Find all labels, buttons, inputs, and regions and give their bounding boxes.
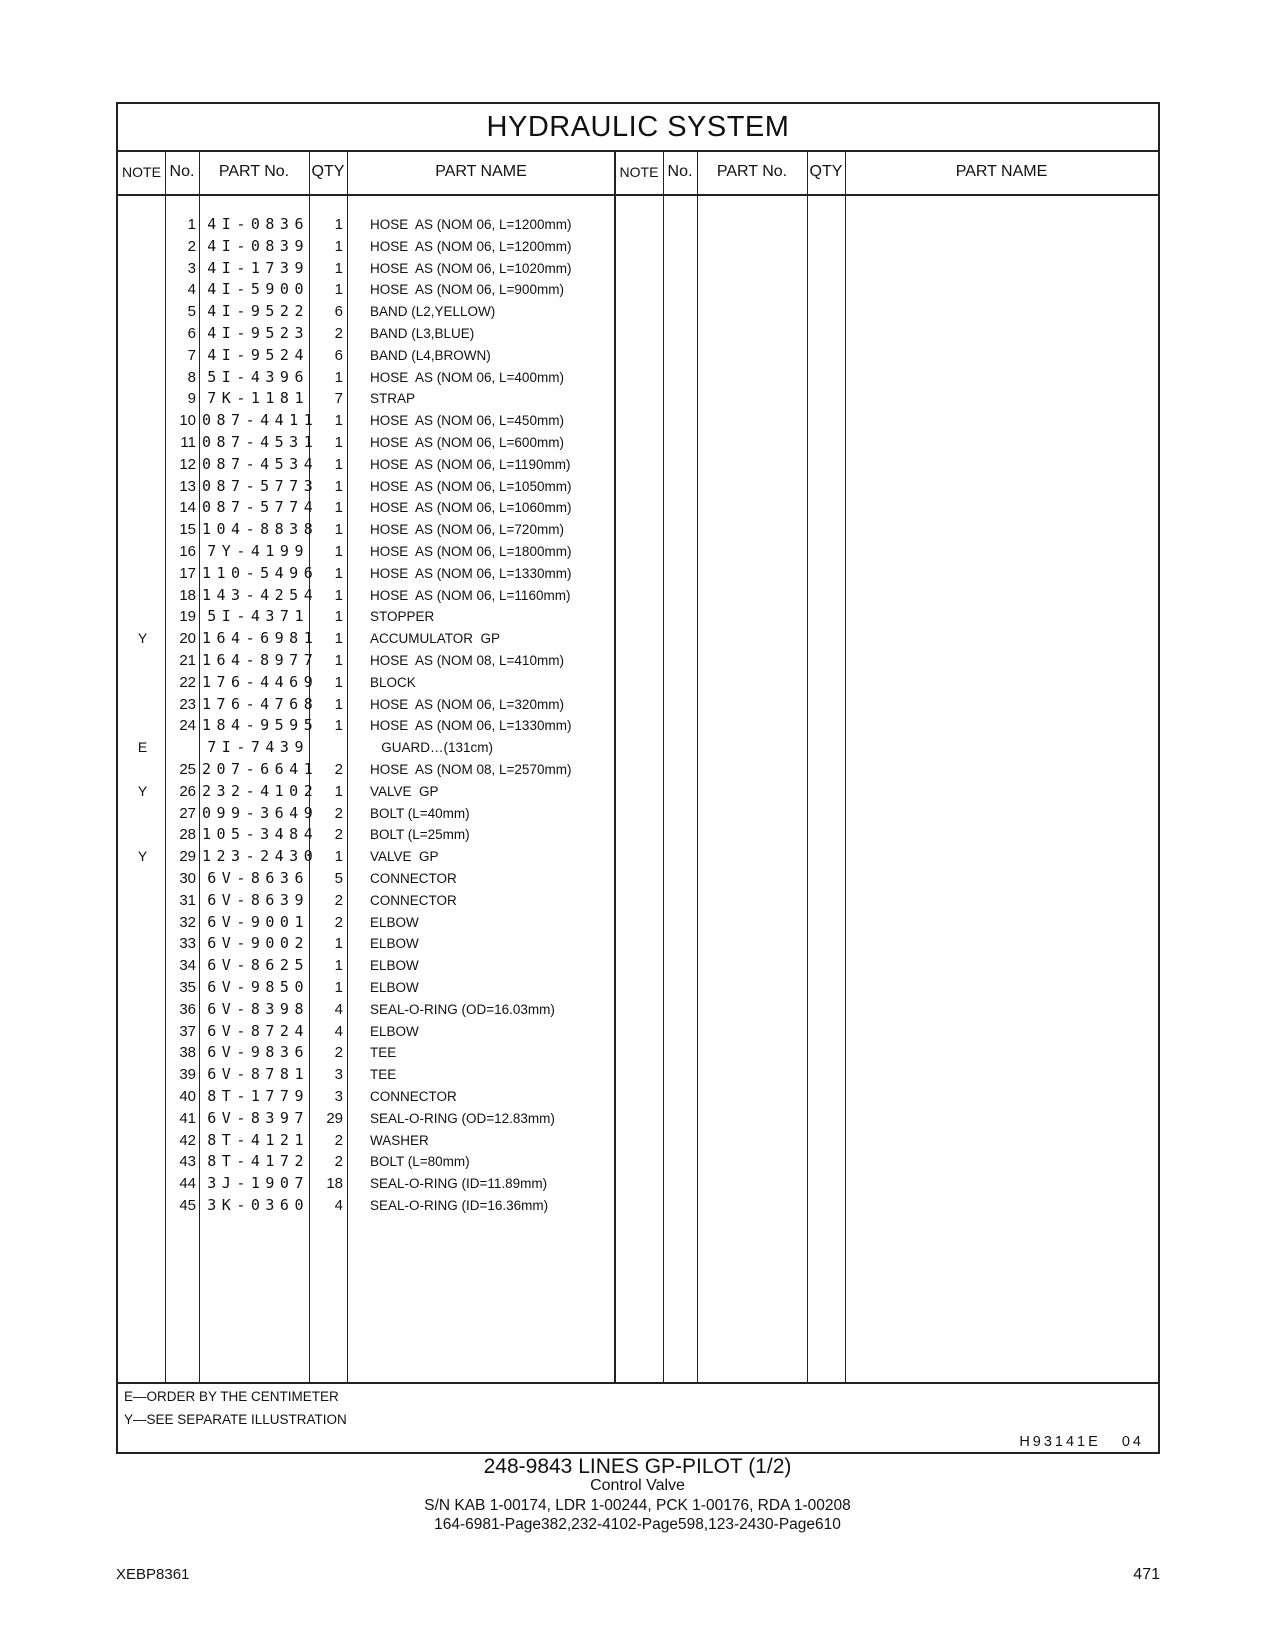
header-part-name: PART NAME	[435, 163, 527, 180]
cell-qty: 1	[334, 630, 343, 648]
cell-no: 11	[180, 434, 196, 451]
table-row	[118, 1173, 1158, 1195]
cell-part-name: BAND (L4,BROWN)	[370, 347, 491, 363]
table-row	[118, 890, 1158, 912]
cell-part-name: ELBOW	[370, 914, 419, 930]
cell-qty: 1	[334, 543, 343, 560]
cell-part-name: ELBOW	[370, 958, 419, 974]
cell-qty: 2	[334, 761, 343, 778]
table-row	[118, 846, 1158, 868]
table-row	[118, 715, 1158, 737]
caption-serial-numbers: S/N KAB 1-00174, LDR 1-00244, PCK 1-00176, RDA 1-00208	[424, 1497, 851, 1514]
cell-no: 12	[179, 455, 196, 473]
cell-part-name: BLOCK	[370, 674, 416, 690]
cell-no: 42	[179, 1131, 196, 1149]
cell-part-no: 5I-4396	[207, 367, 309, 386]
cell-part-name: STOPPER	[370, 609, 435, 625]
table-row	[118, 1108, 1158, 1130]
table-row	[118, 1042, 1158, 1064]
cell-qty: 1	[334, 281, 343, 299]
cell-qty: 1	[334, 695, 343, 713]
cell-part-no: 099-3649	[202, 803, 319, 822]
cell-part-name: HOSE AS (NOM 06, L=600mm)	[370, 435, 564, 450]
cell-qty: 2	[334, 1131, 343, 1149]
cell-part-no: 105-3484	[202, 825, 319, 844]
cell-qty: 1	[334, 957, 343, 975]
table-header	[118, 150, 1158, 196]
cell-part-name: HOSE AS (NOM 06, L=400mm)	[370, 369, 564, 385]
cell-part-name: HOSE AS (NOM 06, L=720mm)	[370, 522, 564, 538]
cell-part-no: 4I-1739	[207, 258, 309, 277]
table-row	[118, 497, 1158, 519]
cell-part-name: HOSE AS (NOM 06, L=1330mm)	[370, 718, 572, 734]
cell-part-no: 4I-5900	[207, 280, 309, 299]
cell-no: 15	[179, 521, 196, 539]
cell-qty: 1	[334, 499, 343, 517]
cell-part-no: 8T-4121	[207, 1130, 309, 1149]
caption-subtitle: Control Valve	[590, 1477, 685, 1494]
cell-part-name: SEAL-O-RING (OD=12.83mm)	[370, 1110, 555, 1126]
table-row	[118, 803, 1158, 825]
table-row	[118, 606, 1158, 628]
cell-part-no: 176-4768	[202, 694, 319, 713]
table-row	[118, 519, 1158, 541]
cell-part-no: 6V-8625	[207, 956, 309, 975]
cell-no: 27	[179, 804, 196, 822]
caption-page-refs: 164-6981-Page382,232-4102-Page598,123-2430-Page610	[434, 1516, 841, 1533]
cell-part-name: HOSE AS (NOM 06, L=450mm)	[370, 413, 564, 429]
cell-part-no: 164-6981	[202, 629, 319, 648]
cell-qty: 1	[334, 455, 343, 473]
header-part-no: PART No.	[218, 163, 290, 180]
cell-part-no: 104-8838	[202, 520, 319, 539]
cell-part-no: 110-5496	[202, 563, 319, 582]
table-row	[118, 323, 1158, 345]
table-row	[118, 933, 1158, 955]
cell-no: 30	[179, 870, 196, 887]
header-part-no-right: PART No.	[716, 163, 788, 180]
cell-qty: 1	[334, 586, 343, 604]
cell-part-no: 164-8977	[202, 651, 319, 669]
table-row	[118, 1195, 1158, 1217]
cell-no: 16	[179, 543, 196, 560]
table-row	[118, 236, 1158, 258]
drawing-code: H93141E 04	[1019, 1434, 1144, 1450]
cell-qty: 5	[334, 870, 343, 887]
cell-no: 13	[179, 477, 196, 495]
header-qty-right: QTY	[809, 163, 843, 180]
cell-part-name: HOSE AS (NOM 06, L=1200mm)	[370, 238, 572, 254]
cell-no: 24	[179, 717, 196, 735]
cell-no: 1	[187, 216, 196, 233]
cell-qty: 2	[334, 804, 343, 822]
cell-part-name: HOSE AS (NOM 08, L=410mm)	[370, 653, 564, 668]
cell-part-no: 3J-1907	[207, 1174, 309, 1193]
cell-part-no: 6V-9002	[207, 934, 309, 953]
cell-part-no: 7Y-4199	[207, 542, 309, 560]
cell-part-no: 123-2430	[202, 847, 319, 866]
cell-part-no: 4I-0839	[207, 236, 309, 255]
cell-part-no: 7K-1181	[207, 389, 309, 408]
cell-no: 9	[187, 390, 196, 408]
cell-no: 36	[179, 1000, 196, 1018]
table-row	[118, 1021, 1158, 1043]
cell-part-no: 6V-8639	[207, 890, 309, 909]
table-row	[118, 737, 1158, 759]
table-row	[118, 650, 1158, 672]
table-row	[118, 977, 1158, 999]
cell-no: 45	[179, 1197, 196, 1214]
cell-part-name: VALVE GP	[370, 783, 439, 799]
table-row	[118, 279, 1158, 301]
cell-part-name: HOSE AS (NOM 06, L=320mm)	[370, 696, 564, 712]
table-row	[118, 694, 1158, 716]
cell-no: 6	[187, 325, 196, 342]
header-no: No.	[169, 163, 195, 180]
cell-part-no: 4I-0836	[207, 215, 309, 233]
cell-no: 37	[179, 1022, 196, 1040]
cell-part-name: ELBOW	[370, 936, 419, 952]
cell-part-name: ELBOW	[370, 1023, 419, 1039]
cell-part-name: ACCUMULATOR GP	[370, 631, 501, 647]
cell-no: 4	[187, 281, 196, 299]
table-row	[118, 476, 1158, 498]
cell-qty: 4	[334, 1000, 343, 1018]
cell-part-name: BAND (L3,BLUE)	[370, 326, 475, 341]
parts-table-frame	[116, 102, 1160, 1454]
cell-part-name: STRAP	[370, 391, 416, 407]
cell-qty: 1	[334, 434, 343, 451]
cell-no: 2	[187, 237, 196, 255]
header-part-name-right: PART NAME	[955, 163, 1048, 180]
cell-no: 21	[179, 652, 196, 669]
cell-no: 3	[187, 259, 196, 277]
table-row	[118, 999, 1158, 1021]
table-row	[118, 759, 1158, 781]
cell-part-name: HOSE AS (NOM 06, L=1800mm)	[370, 544, 572, 559]
table-row	[118, 258, 1158, 280]
cell-qty: 1	[334, 782, 343, 800]
cell-part-name: HOSE AS (NOM 06, L=900mm)	[370, 282, 564, 298]
table-row	[118, 410, 1158, 432]
cell-part-name: BOLT (L=25mm)	[370, 827, 470, 843]
table-row	[118, 301, 1158, 323]
cell-qty: 2	[334, 1044, 343, 1062]
cell-part-no: 3K-0360	[207, 1196, 309, 1214]
cell-no: 34	[179, 957, 196, 975]
cell-qty: 1	[334, 652, 343, 669]
cell-part-no: 087-5773	[202, 476, 319, 495]
cell-qty: 2	[334, 891, 343, 909]
table-row	[118, 1130, 1158, 1152]
cell-no: 38	[179, 1044, 196, 1062]
cell-note: Y	[137, 848, 148, 865]
cell-part-no: 087-4531	[202, 433, 319, 451]
cell-part-no: 6V-9850	[207, 978, 309, 996]
cell-part-name: CONNECTOR	[370, 871, 457, 886]
cell-part-name: HOSE AS (NOM 06, L=1020mm)	[370, 260, 572, 276]
cell-qty: 1	[334, 477, 343, 495]
cell-part-no: 207-6641	[202, 760, 319, 778]
header-qty: QTY	[311, 163, 345, 180]
cell-no: 33	[179, 935, 196, 953]
cell-part-no: 6V-8398	[207, 999, 309, 1018]
cell-part-no: 087-4411	[202, 411, 319, 430]
table-row	[118, 585, 1158, 607]
cell-qty: 1	[334, 259, 343, 277]
cell-qty: 3	[334, 1088, 343, 1105]
cell-part-name: ELBOW	[370, 980, 419, 995]
cell-part-name: BOLT (L=80mm)	[370, 1154, 470, 1170]
cell-part-no: 143-4254	[202, 585, 319, 604]
table-row	[118, 388, 1158, 410]
cell-part-name: GUARD…(131cm)	[370, 740, 494, 756]
cell-part-name: HOSE AS (NOM 06, L=1050mm)	[370, 478, 572, 494]
cell-qty: 1	[334, 717, 343, 735]
cell-part-name: CONNECTOR	[370, 1089, 457, 1104]
cell-qty: 1	[334, 216, 343, 233]
cell-no: 29	[179, 848, 196, 866]
cell-part-no: 087-5774	[202, 498, 319, 517]
cell-part-name: SEAL-O-RING (ID=16.36mm)	[370, 1198, 549, 1213]
table-row	[118, 563, 1158, 585]
table-row	[118, 367, 1158, 389]
cell-part-no: 6V-9836	[207, 1043, 309, 1062]
cell-part-name: HOSE AS (NOM 06, L=1190mm)	[370, 456, 571, 472]
cell-part-no: 4I-9524	[207, 345, 309, 364]
page-number: 471	[1133, 1566, 1160, 1583]
legend-e: E—ORDER BY THE CENTIMETER	[124, 1389, 339, 1404]
cell-no: 18	[179, 586, 196, 604]
section-title: HYDRAULIC SYSTEM	[118, 104, 1158, 152]
table-row	[118, 432, 1158, 454]
table-row	[118, 868, 1158, 890]
cell-part-name: HOSE AS (NOM 06, L=1200mm)	[370, 217, 572, 232]
table-row	[118, 1151, 1158, 1173]
cell-note: E	[137, 739, 148, 756]
cell-no: 20	[179, 630, 196, 648]
cell-part-name: HOSE AS (NOM 06, L=1330mm)	[370, 565, 572, 581]
cell-part-no: 6V-8397	[207, 1108, 309, 1127]
cell-part-name: SEAL-O-RING (ID=11.89mm)	[370, 1176, 548, 1192]
cell-qty: 18	[326, 1175, 343, 1193]
cell-qty: 1	[334, 848, 343, 866]
cell-qty: 1	[334, 608, 343, 626]
cell-part-no: 6V-8636	[207, 869, 309, 887]
cell-part-no: 184-9595	[202, 716, 319, 735]
cell-no: 44	[179, 1175, 196, 1193]
cell-note: Y	[137, 782, 148, 799]
cell-no: 26	[179, 782, 196, 800]
cell-part-name: TEE	[370, 1067, 397, 1083]
cell-qty: 2	[334, 826, 343, 844]
table-row	[118, 824, 1158, 846]
cell-part-no: 8T-1779	[207, 1087, 309, 1105]
cell-part-name: SEAL-O-RING (OD=16.03mm)	[370, 1001, 555, 1017]
cell-qty: 2	[334, 1153, 343, 1171]
cell-qty: 2	[334, 913, 343, 931]
cell-no: 7	[187, 346, 196, 364]
legend-y: Y—SEE SEPARATE ILLUSTRATION	[124, 1412, 347, 1427]
table-row	[118, 912, 1158, 934]
cell-part-no: 087-4534	[202, 454, 319, 473]
cell-no: 28	[179, 826, 196, 844]
cell-part-name: BOLT (L=40mm)	[370, 805, 470, 821]
cell-qty: 4	[334, 1197, 343, 1214]
cell-part-name: BAND (L2,YELLOW)	[370, 304, 496, 320]
cell-part-no: 4I-9523	[207, 324, 309, 342]
cell-qty: 2	[334, 325, 343, 342]
cell-qty: 1	[334, 564, 343, 582]
cell-no: 25	[179, 761, 196, 778]
table-row	[118, 781, 1158, 803]
caption-main: 248-9843 LINES GP-PILOT (1/2)	[483, 1455, 792, 1478]
cell-no: 8	[187, 368, 196, 386]
cell-part-no: 6V-8724	[207, 1021, 309, 1040]
document-id: XEBP8361	[116, 1566, 190, 1583]
cell-part-no: 5I-4371	[207, 607, 309, 626]
cell-no: 35	[179, 979, 196, 996]
cell-qty: 4	[334, 1022, 343, 1040]
cell-part-name: WASHER	[370, 1132, 429, 1148]
cell-no: 19	[179, 608, 196, 626]
table-row	[118, 345, 1158, 367]
cell-qty: 1	[334, 237, 343, 255]
cell-no: 43	[179, 1153, 196, 1171]
cell-note: Y	[137, 630, 148, 647]
cell-part-no: 7I-7439	[207, 738, 309, 757]
cell-qty: 6	[334, 346, 343, 364]
cell-part-name: TEE	[370, 1045, 397, 1061]
cell-qty: 1	[334, 979, 343, 996]
cell-no: 10	[179, 412, 196, 430]
cell-no: 40	[179, 1088, 196, 1105]
cell-part-no: 4I-9522	[207, 302, 309, 321]
cell-no: 17	[179, 564, 196, 582]
cell-qty: 1	[334, 521, 343, 539]
cell-no: 32	[179, 913, 196, 931]
cell-no: 39	[179, 1066, 196, 1084]
cell-no: 22	[179, 673, 196, 691]
cell-part-no: 6V-9001	[207, 912, 309, 931]
cell-qty: 7	[334, 390, 343, 408]
cell-no: 23	[179, 695, 196, 713]
cell-part-name: HOSE AS (NOM 08, L=2570mm)	[370, 762, 572, 777]
table-row	[118, 1086, 1158, 1108]
table-row	[118, 541, 1158, 563]
header-note-right: NOTE	[619, 164, 659, 180]
cell-part-no: 232-4102	[202, 781, 319, 800]
cell-part-name: HOSE AS (NOM 06, L=1160mm)	[370, 587, 571, 603]
table-row	[118, 1064, 1158, 1086]
table-row	[118, 628, 1158, 650]
table-row	[118, 672, 1158, 694]
cell-part-no: 6V-8781	[207, 1065, 309, 1084]
cell-no: 14	[179, 499, 196, 517]
cell-qty: 6	[334, 303, 343, 321]
table-row	[118, 955, 1158, 977]
cell-no: 41	[179, 1109, 196, 1127]
cell-no: 5	[187, 303, 196, 321]
cell-part-name: VALVE GP	[370, 849, 439, 865]
cell-no: 31	[179, 891, 196, 909]
cell-part-name: HOSE AS (NOM 06, L=1060mm)	[370, 500, 572, 516]
table-row	[118, 454, 1158, 476]
cell-part-name: CONNECTOR	[370, 892, 457, 908]
table-row	[118, 214, 1158, 236]
cell-qty: 1	[334, 368, 343, 386]
cell-qty: 1	[334, 412, 343, 430]
cell-qty: 1	[334, 935, 343, 953]
cell-qty: 29	[326, 1109, 343, 1127]
table-footer	[118, 1382, 1158, 1456]
cell-qty: 1	[334, 673, 343, 691]
cell-qty: 3	[334, 1066, 343, 1084]
header-note: NOTE	[122, 164, 161, 180]
cell-part-no: 176-4469	[202, 672, 319, 691]
cell-part-no: 8T-4172	[207, 1152, 309, 1171]
header-no-right: No.	[667, 163, 693, 180]
